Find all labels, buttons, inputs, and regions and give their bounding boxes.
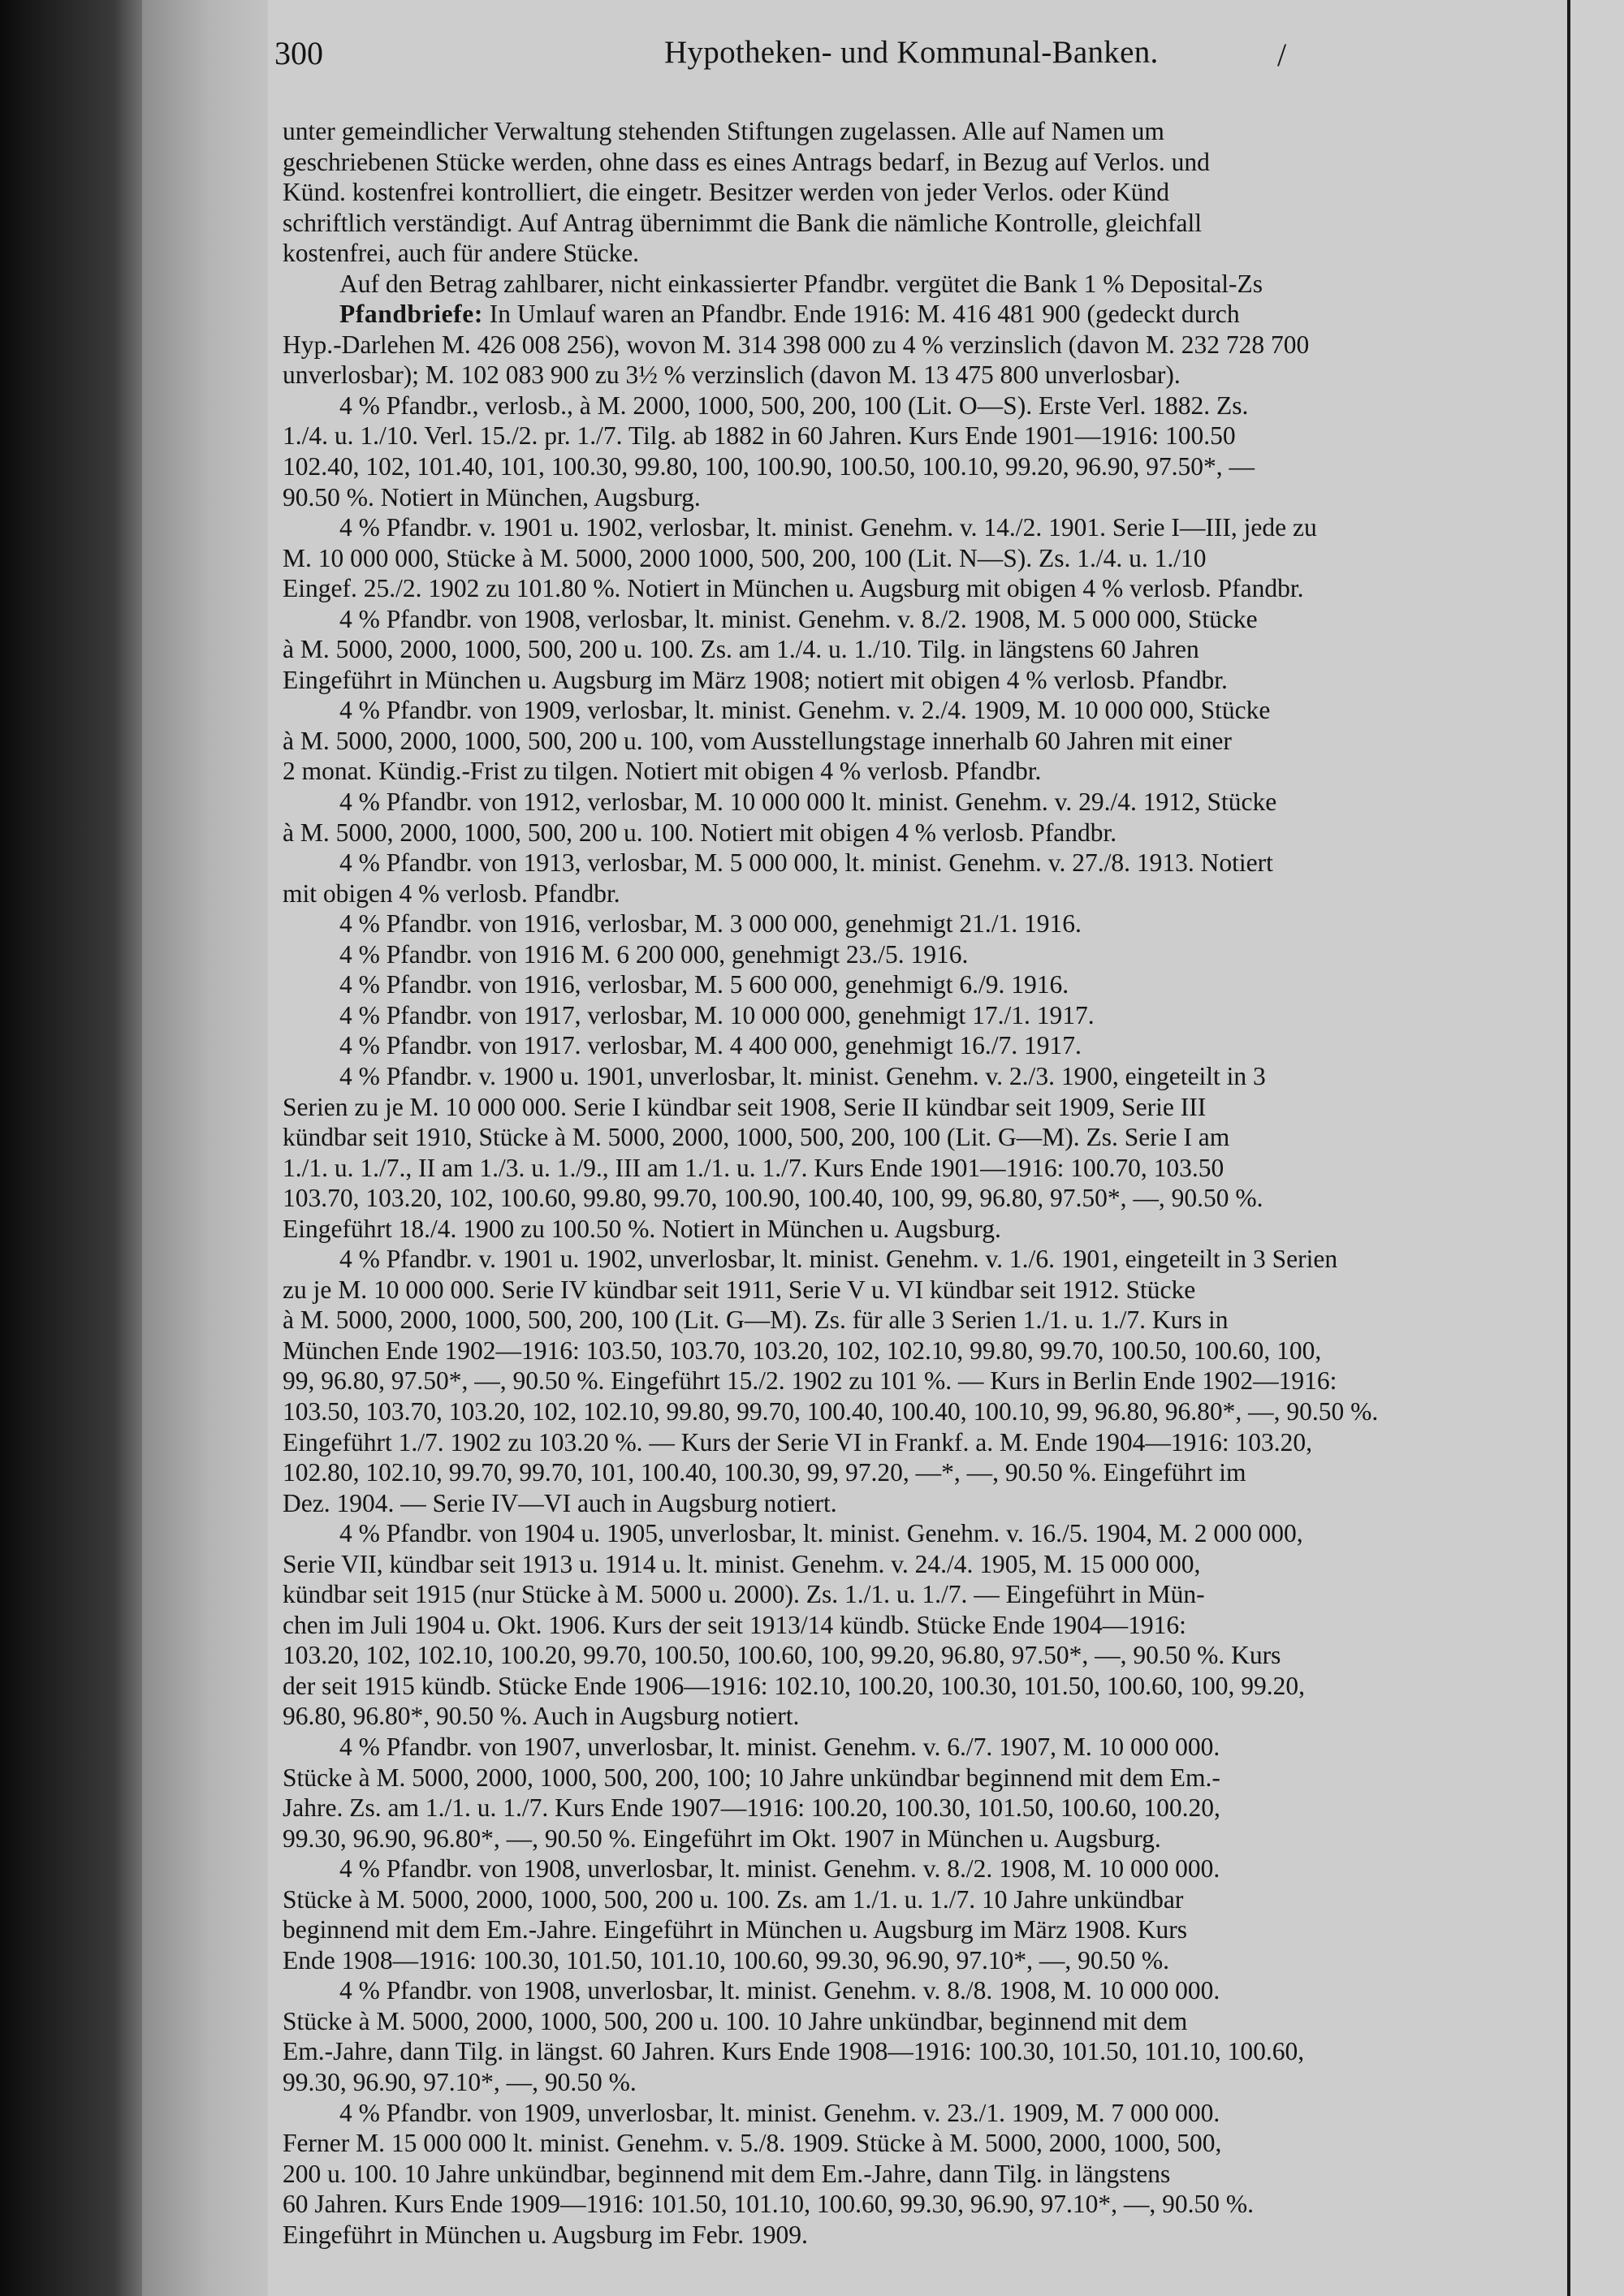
- pen-mark: /: [1277, 37, 1287, 73]
- page-gutter: [142, 0, 280, 2296]
- text-line: Künd. kostenfrei kontrolliert, die eingetr. Besitzer werden von jeder Verlos. oder Künd: [283, 178, 1169, 207]
- text-line: 4 % Pfandbr. von 1917. verlosbar, M. 4 400 000, genehmigt 16./7. 1917.: [339, 1031, 1082, 1060]
- text-line: Eingef. 25./2. 1902 zu 101.80 %. Notiert in München u. Augsburg mit obigen 4 % verlosb. Pfandbr.: [283, 574, 1304, 603]
- text-line: 1./4. u. 1./10. Verl. 15./2. pr. 1./7. Tilg. ab 1882 in 60 Jahren. Kurs Ende 1901—1916: 100.50: [283, 421, 1236, 451]
- text-line: 99.30, 96.90, 97.10*, —, 90.50 %.: [283, 2068, 637, 2096]
- text-line: 103.20, 102, 102.10, 100.20, 99.70, 100.50, 100.60, 100, 99.20, 96.80, 97.50*, —, 90.50 %. Kurs: [283, 1641, 1281, 1670]
- text-line: 4 % Pfandbr. von 1908, unverlosbar, lt. minist. Genehm. v. 8./2. 1908, M. 10 000 000.: [339, 1854, 1220, 1884]
- text-line: kostenfrei, auch für andere Stücke.: [283, 239, 640, 268]
- text-line: Auf den Betrag zahlbarer, nicht einkassierter Pfandbr. vergütet die Bank 1 % Deposital-Zs: [339, 269, 1263, 298]
- text-line: Serie VII, kündbar seit 1913 u. 1914 u. lt. minist. Genehm. v. 24./4. 1905, M. 15 000 000,: [283, 1549, 1201, 1578]
- text-line: 4 % Pfandbr. von 1904 u. 1905, unverlosbar, lt. minist. Genehm. v. 16./5. 1904, M. 2 000 000,: [339, 1519, 1303, 1548]
- text-line: mit obigen 4 % verlosb. Pfandbr.: [283, 878, 620, 908]
- text-line: à M. 5000, 2000, 1000, 500, 200 u. 100, vom Ausstellungstage innerhalb 60 Jahren mit einer: [283, 726, 1232, 755]
- text-line: Stücke à M. 5000, 2000, 1000, 500, 200 u. 100. 10 Jahre unkündbar, beginnend mit dem: [283, 2006, 1188, 2035]
- text-line: à M. 5000, 2000, 1000, 500, 200 u. 100. Notiert mit obigen 4 % verlosb. Pfandbr.: [283, 818, 1117, 847]
- text-line: 4 % Pfandbr., verlosb., à M. 2000, 1000, 500, 200, 100 (Lit. O—S). Erste Verl. 1882. Zs.: [339, 391, 1249, 420]
- text-line: kündbar seit 1915 (nur Stücke à M. 5000 u. 2000). Zs. 1./1. u. 1./7. — Eingeführt in Mün-: [283, 1580, 1205, 1609]
- text-line: beginnend mit dem Em.-Jahre. Eingeführt in München u. Augsburg im März 1908. Kurs: [283, 1915, 1187, 1944]
- text-line: Hyp.-Darlehen M. 426 008 256), wovon M. 314 398 000 zu 4 % verzinslich (davon M. 232 728 700: [283, 330, 1310, 359]
- text-line: 99.30, 96.90, 96.80*, —, 90.50 %. Eingeführt im Okt. 1907 in München u. Augsburg.: [283, 1823, 1161, 1853]
- text-line: chen im Juli 1904 u. Okt. 1906. Kurs der seit 1913/14 kündb. Stücke Ende 1904—1916:: [283, 1610, 1186, 1639]
- text-line: 103.70, 103.20, 102, 100.60, 99.80, 99.70, 100.90, 100.40, 100, 99, 96.80, 97.50*, —, 90.50 %.: [283, 1184, 1263, 1213]
- text-line: Ende 1908—1916: 100.30, 101.50, 101.10, 100.60, 99.30, 96.90, 97.10*, —, 90.50 %.: [283, 1945, 1169, 1974]
- page-header: [274, 34, 1566, 83]
- text-line: zu je M. 10 000 000. Serie IV kündbar seit 1911, Serie V u. VI kündbar seit 1912. Stücke: [283, 1275, 1196, 1304]
- body-text: [283, 116, 1567, 2250]
- text-line: 4 % Pfandbr. von 1913, verlosbar, M. 5 000 000, lt. minist. Genehm. v. 27./8. 1913. Notiert: [339, 848, 1273, 878]
- text-line: Jahre. Zs. am 1./1. u. 1./7. Kurs Ende 1907—1916: 100.20, 100.30, 101.50, 100.60, 100.20,: [283, 1793, 1220, 1823]
- text-line: 4 % Pfandbr. von 1912, verlosbar, M. 10 000 000 lt. minist. Genehm. v. 29./4. 1912, Stücke: [339, 788, 1277, 817]
- text-line: Pfandbriefe: In Umlauf waren an Pfandbr. Ende 1916: M. 416 481 900 (gedeckt durch: [339, 300, 1240, 329]
- text-line: 60 Jahren. Kurs Ende 1909—1916: 101.50, 101.10, 100.60, 99.30, 96.90, 97.10*, —, 90.50 %.: [283, 2190, 1255, 2219]
- text-line: Serien zu je M. 10 000 000. Serie I kündbar seit 1908, Serie II kündbar seit 1909, Serie III: [283, 1092, 1207, 1121]
- adjacent-page-edge: [1567, 0, 1624, 2296]
- text-line: Eingeführt 1./7. 1902 zu 103.20 %. — Kurs der Serie VI in Frankf. a. M. Ende 1904—1916: 103.20,: [283, 1427, 1312, 1457]
- text-line: geschriebenen Stücke werden, ohne dass es eines Antrags bedarf, in Bezug auf Verlos. und: [283, 147, 1210, 176]
- text-line: M. 10 000 000, Stücke à M. 5000, 2000 1000, 500, 200, 100 (Lit. N—S). Zs. 1./4. u. 1./10: [283, 543, 1207, 572]
- text-line: Eingeführt in München u. Augsburg im Febr. 1909.: [283, 2220, 808, 2249]
- section-label: Pfandbriefe:: [339, 300, 483, 329]
- text-line: 4 % Pfandbr. von 1908, unverlosbar, lt. minist. Genehm. v. 8./8. 1908, M. 10 000 000.: [339, 1976, 1220, 2005]
- text-line: der seit 1915 kündb. Stücke Ende 1906—1916: 102.10, 100.20, 100.30, 101.50, 100.60, 100, 99.20,: [283, 1671, 1306, 1700]
- text-line: schriftlich verständigt. Auf Antrag übernimmt die Bank die nämliche Kontrolle, gleichfall: [283, 208, 1202, 237]
- text-line: Eingeführt 18./4. 1900 zu 100.50 %. Notiert in München u. Augsburg.: [283, 1214, 1001, 1243]
- text-line: à M. 5000, 2000, 1000, 500, 200, 100 (Lit. G—M). Zs. für alle 3 Serien 1./1. u. 1./7. Kurs in: [283, 1306, 1229, 1335]
- text-line: München Ende 1902—1916: 103.50, 103.70, 103.20, 102, 102.10, 99.80, 99.70, 100.50, 100.60, 100,: [283, 1336, 1322, 1365]
- text-line: 90.50 %. Notiert in München, Augsburg.: [283, 482, 701, 511]
- book-binding-shadow: [0, 0, 142, 2296]
- text-line: 1./1. u. 1./7., II am 1./3. u. 1./9., III am 1./1. u. 1./7. Kurs Ende 1901—1916: 100.70, 103.50: [283, 1153, 1224, 1182]
- text-line: 200 u. 100. 10 Jahre unkündbar, beginnend mit dem Em.-Jahre, dann Tilg. in längstens: [283, 2159, 1171, 2188]
- text-line: Eingeführt in München u. Augsburg im März 1908; notiert mit obigen 4 % verlosb. Pfandbr.: [283, 665, 1228, 694]
- text-line: 4 % Pfandbr. v. 1900 u. 1901, unverlosbar, lt. minist. Genehm. v. 2./3. 1900, eingeteilt in 3: [339, 1061, 1266, 1090]
- running-title: Hypotheken- und Kommunal-Banken.: [664, 35, 1159, 70]
- page-number: 300: [274, 35, 323, 71]
- text-line: 4 % Pfandbr. von 1907, unverlosbar, lt. minist. Genehm. v. 6./7. 1907, M. 10 000 000.: [339, 1732, 1220, 1761]
- text-line: Stücke à M. 5000, 2000, 1000, 500, 200 u. 100. Zs. am 1./1. u. 1./7. 10 Jahre unkündbar: [283, 1884, 1184, 1914]
- text-line: unverlosbar); M. 102 083 900 zu 3½ % verzinslich (davon M. 13 475 800 unverlosbar).: [283, 360, 1181, 390]
- text-line: Em.-Jahre, dann Tilg. in längst. 60 Jahren. Kurs Ende 1908—1916: 100.30, 101.50, 101.10, 100.60,: [283, 2037, 1305, 2066]
- text-line: 96.80, 96.80*, 90.50 %. Auch in Augsburg notiert.: [283, 1702, 800, 1731]
- text-line: 4 % Pfandbr. von 1909, verlosbar, lt. minist. Genehm. v. 2./4. 1909, M. 10 000 000, Stücke: [339, 696, 1271, 725]
- text-line: 4 % Pfandbr. von 1916 M. 6 200 000, genehmigt 23./5. 1916.: [339, 939, 969, 969]
- text-line: à M. 5000, 2000, 1000, 500, 200 u. 100. Zs. am 1./4. u. 1./10. Tilg. in längstens 60 Jahren: [283, 635, 1199, 664]
- text-line: Stücke à M. 5000, 2000, 1000, 500, 200, 100; 10 Jahre unkündbar beginnend mit dem Em.-: [283, 1763, 1220, 1792]
- text-line: 4 % Pfandbr. von 1917, verlosbar, M. 10 000 000, genehmigt 17./1. 1917.: [339, 1000, 1095, 1029]
- text-line: 102.40, 102, 101.40, 101, 100.30, 99.80, 100, 100.90, 100.50, 100.10, 99.20, 96.90, 97.50*, —: [283, 452, 1255, 481]
- text-line: unter gemeindlicher Verwaltung stehenden Stiftungen zugelassen. Alle auf Namen um: [283, 117, 1164, 145]
- text-line: kündbar seit 1910, Stücke à M. 5000, 2000, 1000, 500, 200, 100 (Lit. G—M). Zs. Serie I am: [283, 1123, 1230, 1152]
- text-line: 103.50, 103.70, 103.20, 102, 102.10, 99.80, 99.70, 100.40, 100.40, 100.10, 99, 96.80, 96.80*, —, 90.50 %.: [283, 1396, 1379, 1426]
- text-line: 4 % Pfandbr. von 1908, verlosbar, lt. minist. Genehm. v. 8./2. 1908, M. 5 000 000, Stücke: [339, 604, 1258, 633]
- text-line: 102.80, 102.10, 99.70, 99.70, 101, 100.40, 100.30, 99, 97.20, —*, —, 90.50 %. Eingeführt im: [283, 1458, 1246, 1487]
- text-line: 4 % Pfandbr. v. 1901 u. 1902, unverlosbar, lt. minist. Genehm. v. 1./6. 1901, eingeteilt in 3 Serien: [339, 1245, 1338, 1274]
- text-line: 4 % Pfandbr. von 1916, verlosbar, M. 3 000 000, genehmigt 21./1. 1916.: [339, 909, 1082, 939]
- text-line: Dez. 1904. — Serie IV—VI auch in Augsburg notiert.: [283, 1488, 837, 1517]
- text-line: Ferner M. 15 000 000 lt. minist. Genehm. v. 5./8. 1909. Stücke à M. 5000, 2000, 1000, 500,: [283, 2129, 1222, 2158]
- text-line: 4 % Pfandbr. von 1909, unverlosbar, lt. minist. Genehm. v. 23./1. 1909, M. 7 000 000.: [339, 2098, 1220, 2127]
- text-line: 99, 96.80, 97.50*, —, 90.50 %. Eingeführt 15./2. 1902 zu 101 %. — Kurs in Berlin Ende 1902—1916:: [283, 1366, 1337, 1396]
- text-line: 4 % Pfandbr. v. 1901 u. 1902, verlosbar, lt. minist. Genehm. v. 14./2. 1901. Serie I—III, jede zu: [339, 513, 1317, 542]
- text-line: 2 monat. Kündig.-Frist zu tilgen. Notiert mit obigen 4 % verlosb. Pfandbr.: [283, 757, 1042, 786]
- text-line: 4 % Pfandbr. von 1916, verlosbar, M. 5 600 000, genehmigt 6./9. 1916.: [339, 970, 1069, 999]
